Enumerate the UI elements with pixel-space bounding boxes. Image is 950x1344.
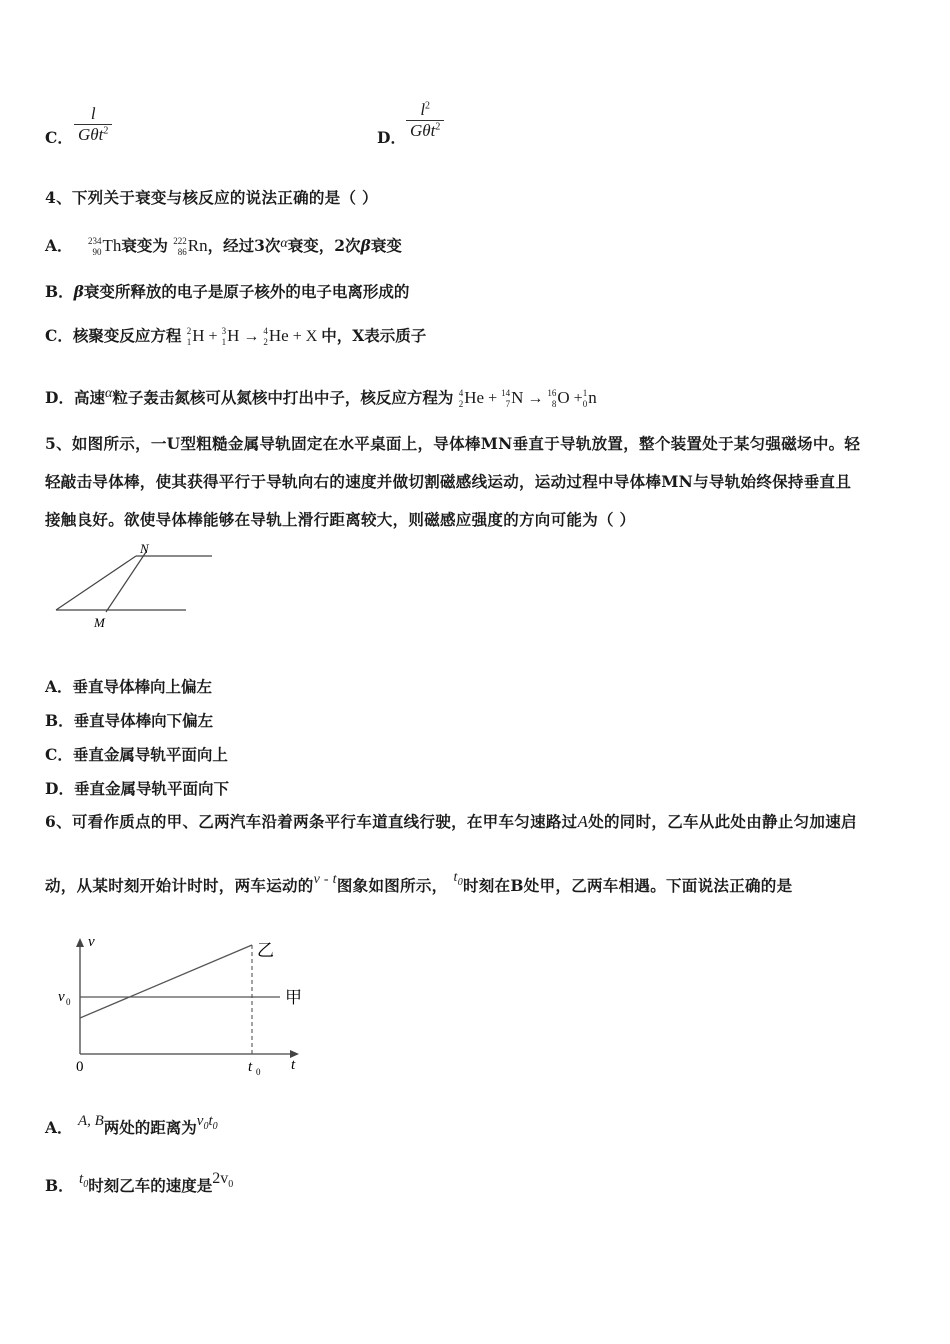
vt-graph [55, 930, 315, 1080]
b-t0-symbol: $t_0$ [79, 1171, 89, 1190]
q3-c-den-exp: 2 [103, 125, 109, 137]
q6-a-label: A． [45, 1118, 73, 1137]
q4-a-label: A． [45, 236, 73, 255]
t0-symbol: $t_0$ [453, 870, 463, 888]
rail-end [56, 556, 136, 610]
label-jia: 甲 [285, 988, 302, 1007]
alpha-symbol: α [104, 386, 113, 401]
q5-option-d[interactable]: D．垂直金属导轨平面向下 [45, 779, 229, 798]
q4-stem: 4、下列关于衰变与核反应的说法正确的是（ ） [45, 188, 378, 207]
q4-a-text1: 衰变为 [121, 236, 168, 255]
q6-b-text: 时刻乙车的速度是 [88, 1176, 213, 1195]
origin-label: 0 [76, 1059, 84, 1075]
thorium-nuclide: 234 90 Th [87, 236, 122, 258]
q4-option-a[interactable] [45, 222, 402, 258]
q4-option-d[interactable] [45, 372, 597, 410]
q3-option-c-fraction [74, 104, 112, 145]
q3-c-numerator: l [90, 104, 96, 123]
q5-option-b[interactable]: B．垂直导体棒向下偏左 [45, 711, 214, 730]
point-a: A [577, 812, 589, 831]
axis-label-v: v [88, 934, 95, 950]
q5-line1: 5、如图所示，一U型粗糙金属导轨固定在水平桌面上，导体棒MN垂直于导轨放置，整个装置处于某匀强磁场中。轻 [45, 434, 861, 453]
q3-c-denominator: Gθt [78, 125, 104, 144]
q4-c-tail: 中，X表示质子 [321, 326, 427, 345]
points-ab: A, B [77, 1113, 104, 1129]
nuclear-reaction-equation: 4 2 He + 14 7 N → 16 8 O + 1 0 n [458, 388, 597, 410]
q3-d-denominator: Gθt [410, 121, 436, 140]
q4-c-label: C． [45, 326, 73, 345]
q4-b-label: B． [45, 282, 74, 301]
q4-a-text4: 衰变 [370, 236, 402, 255]
beta-symbol: β [360, 236, 371, 255]
q6-b-label: B． [45, 1176, 74, 1195]
beta-symbol: β [73, 282, 84, 301]
rail-diagram [50, 538, 220, 633]
q5-option-a[interactable]: A．垂直导体棒向上偏左 [45, 677, 213, 696]
q6-option-b[interactable] [45, 1162, 233, 1196]
q3-option-d-label: D． [377, 128, 406, 147]
q5-line3: 接触良好。欲使导体棒能够在导轨上滑行距离较大，则磁感应强度的方向可能为（ ） [45, 510, 636, 529]
q5-line2: 轻敲击导体棒，使其获得平行于导轨向右的速度并做切割磁感线运动，运动过程中导体棒MN与导轨始终保持垂直且 [45, 472, 852, 491]
q5-option-c[interactable]: C．垂直金属导轨平面向上 [45, 745, 228, 764]
q4-b-text: 衰变所释放的电子是原子核外的电子电离形成的 [83, 282, 410, 301]
distance-value: $v_0t_0$ [196, 1113, 218, 1132]
v0-sub: 0 [66, 997, 71, 1007]
q4-d-text1: 高速 [73, 388, 105, 407]
label-m: M [94, 615, 105, 630]
q3-d-num-exp: 2 [425, 100, 431, 112]
q6-a-text: 两处的距离为 [103, 1118, 197, 1137]
label-yi: 乙 [257, 941, 274, 960]
label-n: N [140, 541, 149, 556]
radon-nuclide: 222 86 Rn [173, 236, 208, 258]
q4-option-c[interactable] [45, 314, 426, 348]
y-axis-arrow [76, 938, 84, 947]
q3-option-d-fraction [406, 100, 444, 141]
q3-option-c-label: C． [45, 128, 73, 147]
t0-label: t [248, 1059, 253, 1075]
axis-label-t: t [291, 1057, 296, 1073]
v0-label: v [58, 989, 65, 1005]
q6-line2: 动，从某时刻开始计时时，两车运动的v - t图象如图所示， $t_0$时刻在B处甲，乙两车相遇。下面说法正确的是 [45, 870, 793, 895]
q3-d-den-exp: 2 [435, 121, 441, 133]
q6-option-a[interactable] [45, 1100, 218, 1138]
q4-c-text: 核聚变反应方程 [72, 326, 182, 345]
t0-sub: 0 [256, 1067, 261, 1077]
line-yi [80, 945, 252, 1018]
q3-option-c[interactable] [45, 126, 73, 148]
vt-symbol: v - t [313, 872, 337, 887]
q6-line1: 6、可看作质点的甲、乙两汽车沿着两条平行车道直线行驶，在甲车匀速路过A处的同时，乙车从此处由静止匀加速启 [45, 812, 857, 831]
q4-d-text2: 粒子轰击氮核可从氮核中打出中子，核反应方程为 [112, 388, 454, 407]
alpha-symbol: α [280, 236, 288, 251]
q3-option-d[interactable] [377, 126, 406, 148]
q4-d-label: D． [45, 388, 74, 407]
conductor-rod [106, 552, 146, 612]
fusion-equation: 2 1 H + 3 1 H → 4 2 He + X [186, 326, 322, 348]
q3-d-numerator: l [420, 100, 426, 119]
q4-a-text3: 衰变，2次 [287, 236, 361, 255]
q4-option-b[interactable] [45, 280, 409, 302]
speed-value: $2v_0$ [212, 1170, 234, 1191]
q4-a-text2: ，经过3次 [207, 236, 281, 255]
